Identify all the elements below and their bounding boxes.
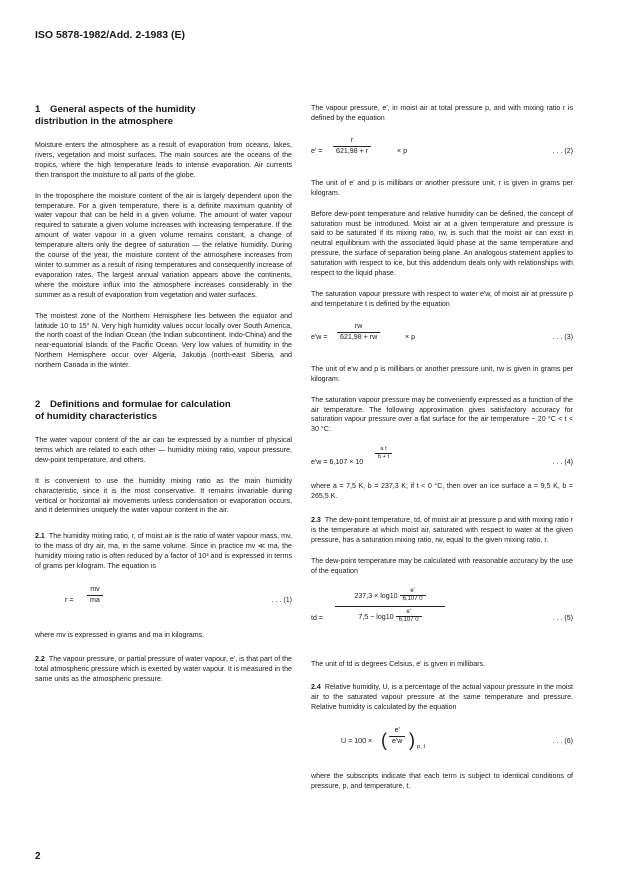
left-column [35, 104, 292, 696]
page-number: 2 [35, 851, 41, 862]
equation-2 [311, 135, 573, 171]
subclause-number: 2.4 [311, 683, 321, 692]
paragraph: The saturation vapour pressure with respect to water e'w, of moist air at pressure p and temperature t is defined by the equation [311, 289, 573, 308]
paragraph: The vapour pressure, e', in moist air at total pressure p, and with mixing ratio r is defined by the equation [311, 104, 573, 122]
fraction-top [335, 588, 445, 607]
paragraph: The unit of e'w and p is millibars or another pressure unit, rw is given in grams per kilogram. [311, 364, 573, 383]
paragraph: where the subscripts indicate that each term is subject to identical conditions of pressure, p, and temperature, t. [311, 772, 573, 791]
section-number: 1 [35, 104, 41, 115]
paragraph-text: Relative humidity, U, is a percentage of the actual vapour pressure in the moist air to the saturated vapour pressure at the same temperature and pressure. Relative humidity is calculated by the equation [311, 683, 573, 712]
paragraph: The unit of e' and p is millibars or another pressure unit, r is given in grams per kilogram. [311, 178, 573, 197]
inner-denominator: 6,107 0 [402, 596, 423, 603]
denominator: e'w [392, 737, 403, 746]
equation-fraction [389, 726, 405, 747]
inner-numerator: e' [396, 609, 422, 618]
numerator: rw [337, 322, 380, 333]
paragraph-2-1 [35, 532, 292, 572]
bottom-inner-fraction [396, 609, 422, 625]
equation-rhs: × p [405, 332, 416, 341]
paragraph: Before dew-point temperature and relative humidity can be defined, the concept of saturation must be introduced. Moist air at a given temperature and pressure is said to be saturated if its mixing ratio, rw, is such that the moist air can exist in neutral equilibrium with the associated liquid phase at the same temperature and pressure, the surface of separation being plane. An analogous statement applies to saturation with respect to ice, but this addendum deals only with relationships with respect to the liquid phase. [311, 209, 573, 278]
numerator: mv [87, 585, 103, 596]
section-title-line2: of humidity characteristics [35, 410, 158, 422]
inner-denominator: 6,107 0 [398, 617, 419, 624]
paragraph-text: The humidity mixing ratio, r, of moist air is the ratio of water vapour mass, mv, to the mass of dry air, ma, in the same volume. Since in practice mv ≪ ma, the humidity mixing ratio is often reduced by a factor of 10³ and is expressed in terms of grams per kilogram. The equation is [35, 532, 292, 571]
equation-lhs: e' = [311, 146, 323, 155]
paragraph-2-2 [35, 655, 292, 685]
denominator: 621,98 + r [336, 146, 369, 155]
exponent-numerator: a t [375, 446, 392, 454]
equation-number: . . . (2) [552, 146, 573, 155]
equation-fraction [333, 136, 371, 157]
paragraph: The dew-point temperature may be calculated with reasonable accuracy by the use of the equation [311, 556, 573, 575]
equation-number: . . . (4) [552, 458, 573, 467]
paragraph-2-4 [311, 683, 573, 713]
equation-1 [35, 583, 292, 623]
section-2-heading [35, 399, 292, 422]
top-term: 237,3 × log10 [354, 591, 398, 600]
paragraph: Moisture enters the atmosphere as a result of evaporation from oceans, lakes, rivers, vegetation and moist surfaces. The main sources are the oceans of the tropics, where the high temperature leads to intense evaporation. Air currents then transport the moisture to all parts of the globe. [35, 141, 292, 179]
denominator: ma [90, 595, 100, 604]
paragraph: where a = 7,5 K, b = 237,3 K; if t < 0 °C, then over an ice surface a = 9,5 K, b = 265,5 K. [311, 482, 573, 501]
equation-4 [311, 446, 573, 474]
inner-numerator: e' [400, 588, 426, 597]
equation-fraction [87, 585, 103, 606]
subclause-number: 2.2 [35, 654, 45, 663]
bottom-term: 7,5 − log10 [358, 612, 394, 621]
paragraph: In the troposphere the moisture content of the air is largely dependent upon the temperature. For a given temperature, there is a definite maximum quantity of water vapour that can be held in a given volume. The amount of water vapour required to saturate a given volume increases with increasing temperature. If the amount of water vapour in a given volume remains constant, a change of temperature alters only the degree of saturation — the relative humidity. During the course of the year, the moisture content of the atmosphere increases from winter to summer as a result of rising temperatures and consequently increase of evaporation rates. The largest annual variation appears above the continents, where the moisture influx into the atmosphere increases considerably in the summer as a result of evaporation from vegetation and water surfaces. [35, 191, 292, 299]
equation-5 [311, 588, 573, 652]
section-number: 2 [35, 399, 41, 411]
equation-lhs: e'w = [311, 332, 328, 341]
section-title-line2: distribution in the atmosphere [35, 115, 174, 127]
subclause-number: 2.3 [311, 516, 321, 525]
paragraph: The saturation vapour pressure may be conveniently expressed as a function of the air temperature. The following approximation gives satisfactory accuracy for saturation vapour pressure over a flat surface for the air temperature − 20 °C < t < 30 °C: [311, 395, 573, 434]
document-header: ISO 5878-1982/Add. 2-1983 (E) [35, 29, 185, 41]
equation-lhs: e'w = 6,107 × 10 [311, 458, 364, 467]
right-column [311, 104, 573, 803]
equation-3 [311, 321, 573, 357]
paragraph: where mv is expressed in grams and ma in kilograms. [35, 631, 205, 639]
equation-number: . . . (1) [271, 596, 292, 604]
equation-rhs: × p [397, 146, 408, 155]
paragraph: The moistest zone of the Northern Hemisphere lies between the equator and latitude 10 to 15° N. Very high humidity values occur locally over South America, the north coast of the Indian Ocean (the Indian subcontinent, Indo-China) and the near-equatorial islands of the Pacific Ocean. Very low values of humidity in the Northern Hemisphere occur over Algeria, Jakutija (north-east Siberia, and northern Canada in the winter. [35, 311, 292, 370]
equation-6 [311, 724, 573, 764]
equation-number: . . . (6) [552, 737, 573, 746]
paragraph-text: The dew-point temperature, td, of moist air at pressure p and with mixing ratio r is the temperature at which moist air, saturated with respect to water at the given pressure, has a saturation mixing ratio, rw, equal to the given mixing ratio, r. [311, 516, 573, 544]
equation-fraction [337, 322, 380, 343]
equation-lhs: td = [311, 613, 324, 622]
top-inner-fraction [400, 588, 426, 604]
numerator: r [333, 136, 371, 147]
denominator: 621,98 + rw [340, 332, 378, 341]
left-paren: ( [381, 730, 387, 751]
subclause-number: 2.1 [35, 532, 45, 541]
section-1-heading [35, 104, 292, 127]
equation-number: . . . (3) [552, 332, 573, 341]
section-title-line1: Definitions and formulae for calculation [50, 399, 231, 411]
equation-subscript: p, t [417, 744, 426, 751]
equation-lhs: U = 100 × [341, 737, 373, 746]
section-title-line1: General aspects of the humidity [50, 104, 196, 115]
exponent-fraction [375, 446, 392, 461]
exponent-denominator: b + t [378, 454, 390, 461]
equation-big-fraction [335, 588, 445, 625]
paragraph: The unit of td is degrees Celsius, e' is given in millibars. [311, 659, 486, 668]
paragraph: It is convenient to use the humidity mixing ratio as the main humidity characteristic, since it is the most conservative. It remains invariable during vertical or horizontal air movements unless condensation or evaporation occurs, and it determines uniquely the water vapour content in the air. [35, 476, 292, 515]
paragraph: The water vapour content of the air can be expressed by a number of physical terms which are related to each other — humidity mixing ratio, vapour pressure, dew-point temperature, and others. [35, 436, 292, 464]
paragraph-2-3 [311, 516, 573, 546]
equation-number: . . . (5) [552, 613, 573, 622]
equation-lhs: r = [65, 596, 74, 604]
paragraph-text: The vapour pressure, or partial pressure of water vapour, e', is that part of the total atmospheric pressure which is exerted by water vapour. It is measured in the same units as the atmospheric pressure. [35, 654, 292, 683]
numerator: e' [389, 726, 405, 737]
right-paren: ) [409, 730, 415, 751]
fraction-bottom [335, 607, 445, 625]
